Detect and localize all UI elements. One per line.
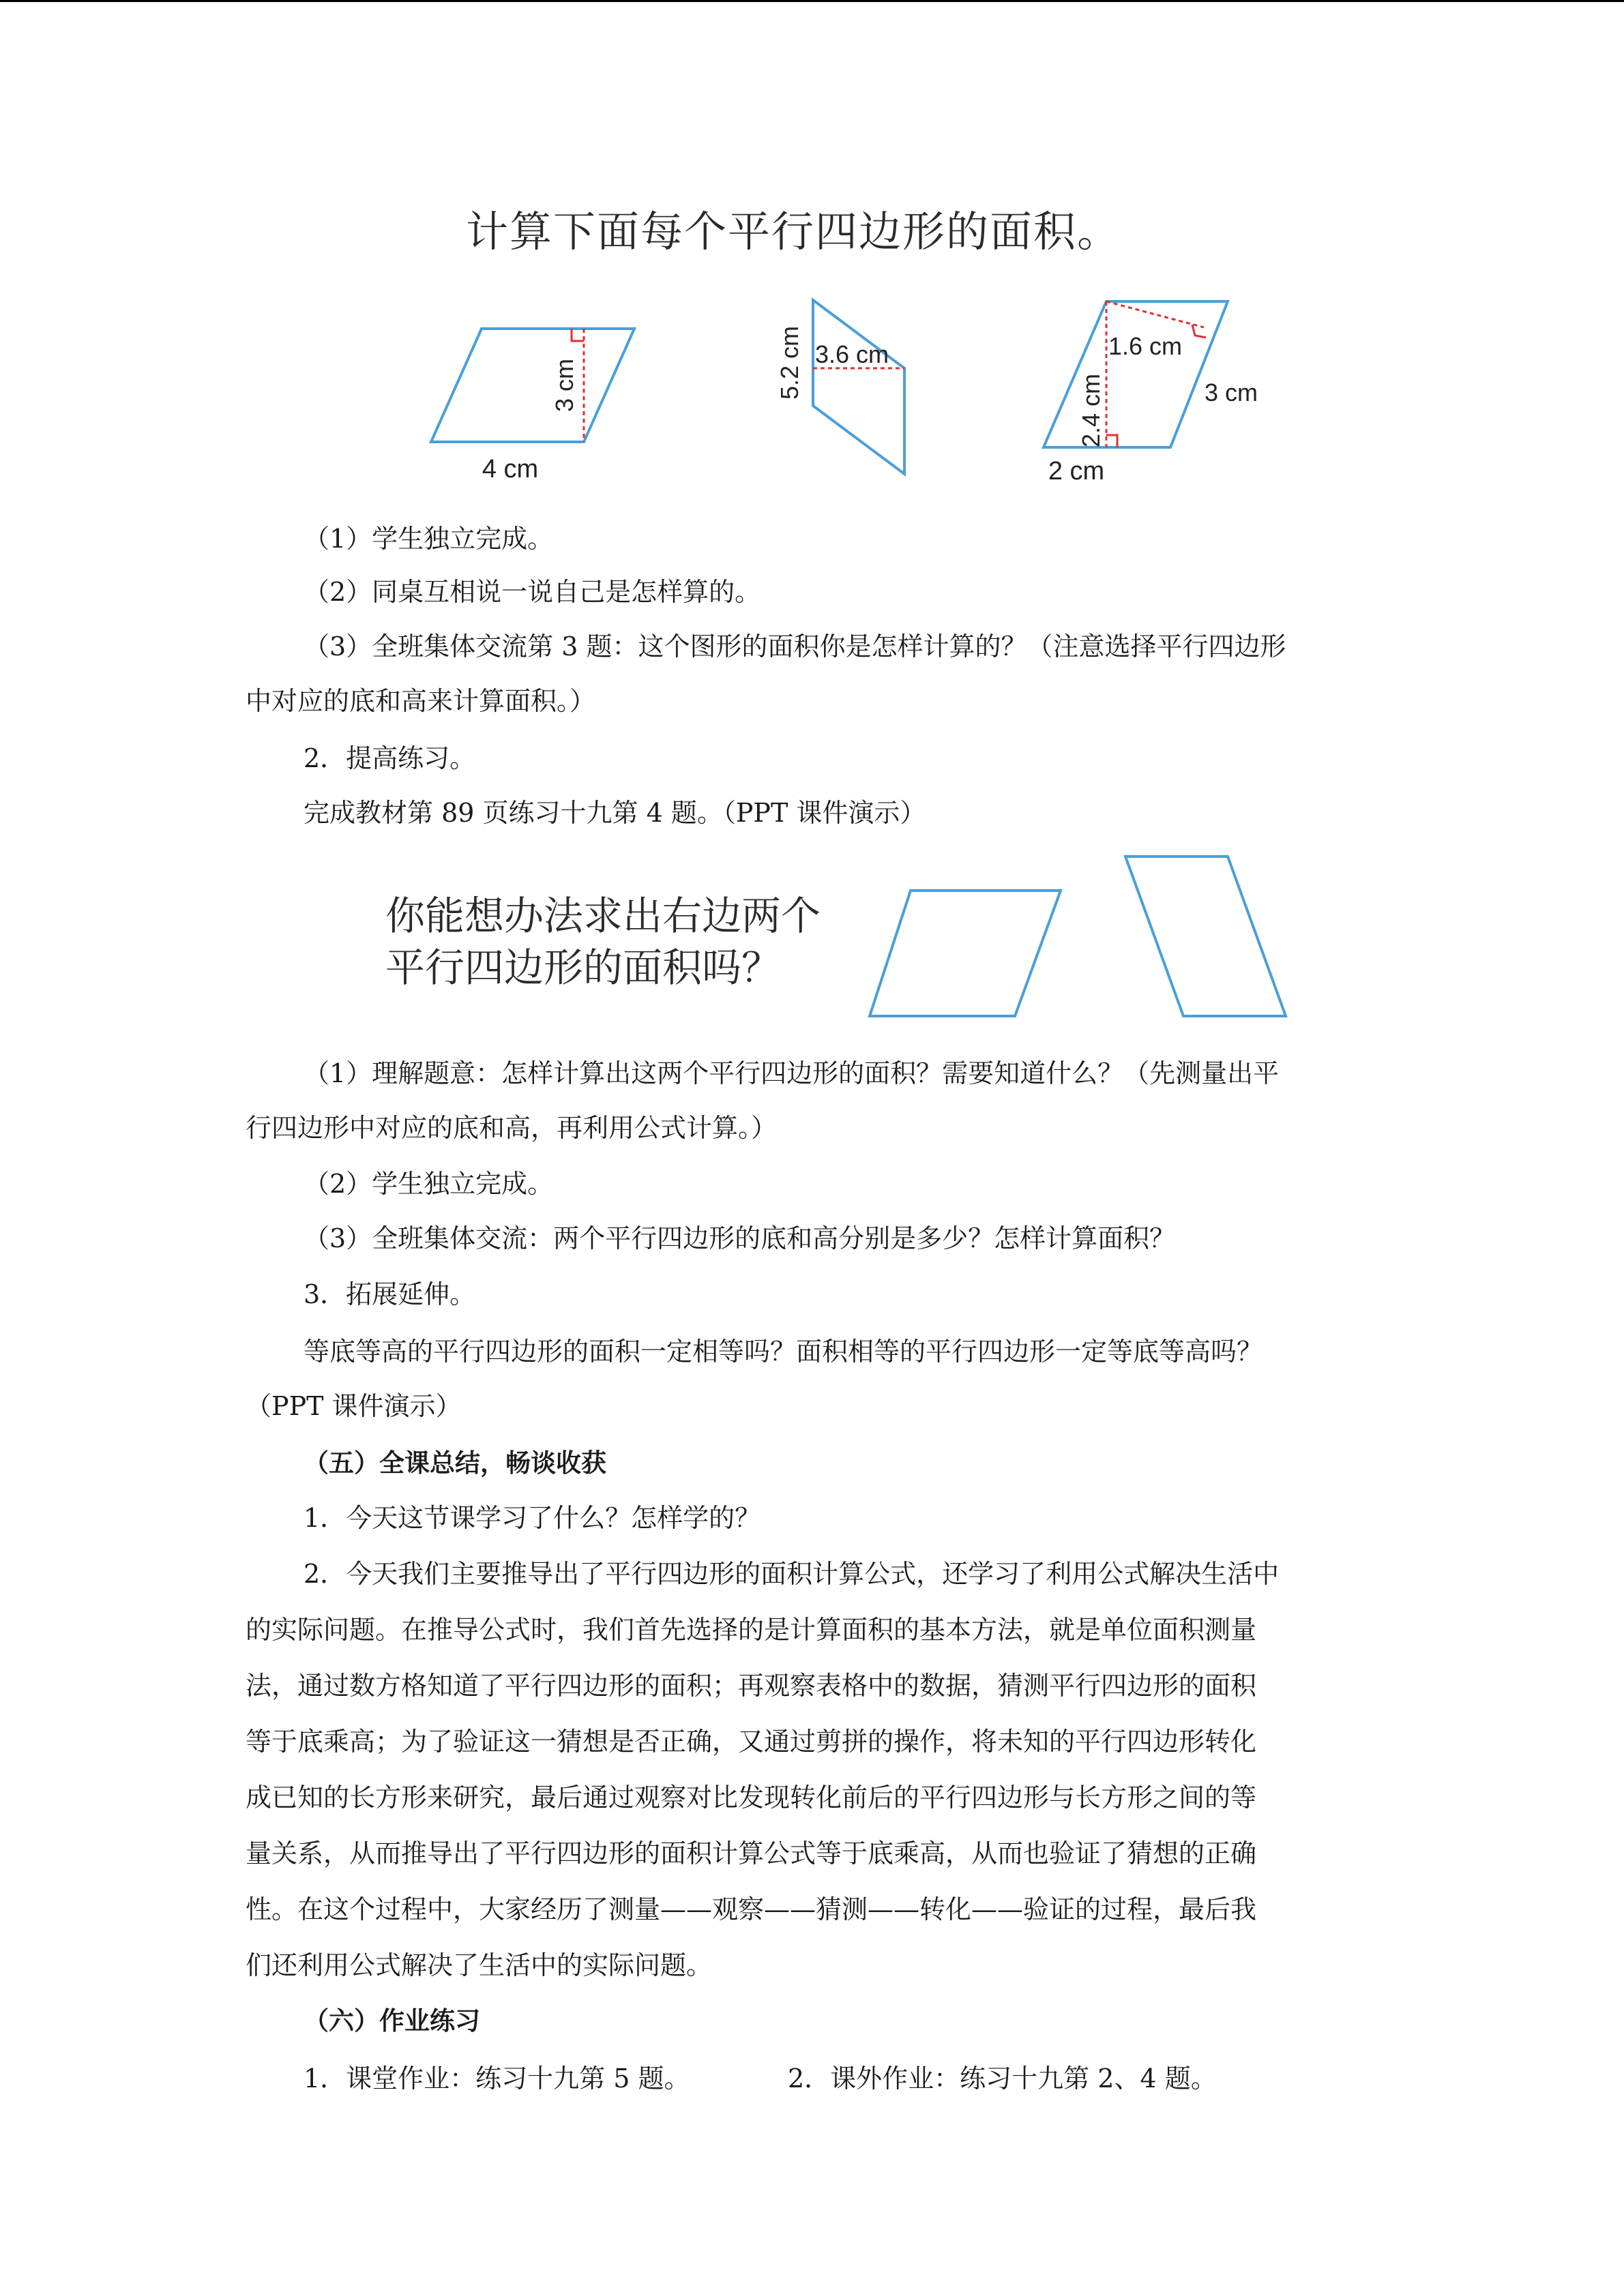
step2-line-1: （1）理解题意：怎样计算出这两个平行四边形的面积？需要知道什么？（先测量出平 <box>304 1058 1280 1088</box>
figure1-svg <box>409 286 1296 505</box>
shape3-base-label: 2 cm <box>1048 457 1105 486</box>
figure1-title: 计算下面每个平行四边形的面积。 <box>466 207 1121 256</box>
summary-line-4: 等于底乘高；为了验证这一猜想是否正确，又通过剪拼的操作，将未知的平行四边形转化 <box>246 1727 1257 1757</box>
summary-line-2: 的实际问题。在推导公式时，我们首先选择的是计算面积的基本方法，就是单位面积测量 <box>246 1615 1257 1645</box>
figure2-question-line1: 你能想办法求出右边两个 <box>385 893 821 939</box>
section3-line1: 等底等高的平行四边形的面积一定相等吗？面积相等的平行四边形一定等底等高吗？ <box>304 1337 1263 1367</box>
figure2-diagram <box>859 846 1310 1030</box>
shape1-height-label: 3 cm <box>550 358 578 413</box>
right-angle-3b <box>1106 435 1117 447</box>
step1-line-1: （1）学生独立完成。 <box>304 524 554 554</box>
figure2-question-line2: 平行四边形的面积吗？ <box>385 944 782 991</box>
summary-heading: （五）全课总结，畅谈收获 <box>304 1448 606 1478</box>
step2-line-4: （3）全班集体交流：两个平行四边形的底和高分别是多少？怎样计算面积？ <box>304 1223 1176 1253</box>
homework-classwork: 1．课堂作业：练习十九第 5 题。 <box>304 2063 690 2093</box>
summary-line-7: 性。在这个过程中，大家经历了测量——观察——猜测——转化——验证的过程，最后我 <box>246 1894 1257 1924</box>
summary-q1: 1．今天这节课学习了什么？怎样学的？ <box>304 1503 761 1533</box>
parallelogram-3 <box>1044 301 1228 447</box>
parallelogram-a <box>870 891 1061 1016</box>
summary-line-1: 2．今天我们主要推导出了平行四边形的面积计算公式，还学习了利用公式解决生活中 <box>304 1559 1280 1589</box>
step2-line-3: （2）学生独立完成。 <box>304 1169 554 1199</box>
figure2-svg <box>859 846 1310 1030</box>
summary-line-6: 量关系，从而推导出了平行四边形的面积计算公式等于底乘高，从而也验证了猜想的正确 <box>246 1838 1257 1868</box>
homework-outside: 2．课外作业：练习十九第 2、4 题。 <box>788 2063 1217 2093</box>
section3-line2: （PPT 课件演示） <box>246 1391 462 1421</box>
parallelogram-1 <box>431 329 634 442</box>
height-line-3a <box>1106 301 1204 327</box>
step1-line-2: （2）同桌互相说一说自己是怎样算的。 <box>304 577 761 607</box>
summary-line-5: 成已知的长方形来研究，最后通过观察对比发现转化前后的平行四边形与长方形之间的等 <box>246 1783 1257 1813</box>
homework-heading: （六）作业练习 <box>304 2006 480 2036</box>
section2-intro: 完成教材第 89 页练习十九第 4 题。（PPT 课件演示） <box>304 798 926 828</box>
section3-heading: 3．拓展延伸。 <box>304 1279 476 1309</box>
shape3-side-label: 3 cm <box>1205 378 1258 406</box>
shape3-height-a-label: 1.6 cm <box>1108 332 1183 360</box>
shape1-base-label: 4 cm <box>482 455 539 483</box>
section2-heading: 2．提高练习。 <box>304 743 476 773</box>
shape2-height-label: 3.6 cm <box>815 340 889 368</box>
figure1-diagram <box>409 286 1296 505</box>
parallelogram-2 <box>813 300 904 474</box>
step2-line-2: 行四边形中对应的底和高，再利用公式计算。） <box>246 1113 778 1143</box>
step1-line-4: 中对应的底和高来计算面积。） <box>246 686 596 716</box>
summary-line-3: 法，通过数方格知道了平行四边形的面积；再观察表格中的数据，猜测平行四边形的面积 <box>246 1671 1257 1701</box>
shape3-height-b-label: 2.4 cm <box>1077 373 1105 448</box>
page-top-border <box>0 0 1624 2</box>
shape2-side-label: 5.2 cm <box>776 325 803 400</box>
summary-line-8: 们还利用公式解决了生活中的实际问题。 <box>246 1950 713 1980</box>
parallelogram-b <box>1125 856 1286 1016</box>
right-angle-1 <box>572 329 584 341</box>
step1-line-3: （3）全班集体交流第 3 题：这个图形的面积你是怎样计算的？（注意选择平行四边形 <box>304 631 1286 661</box>
